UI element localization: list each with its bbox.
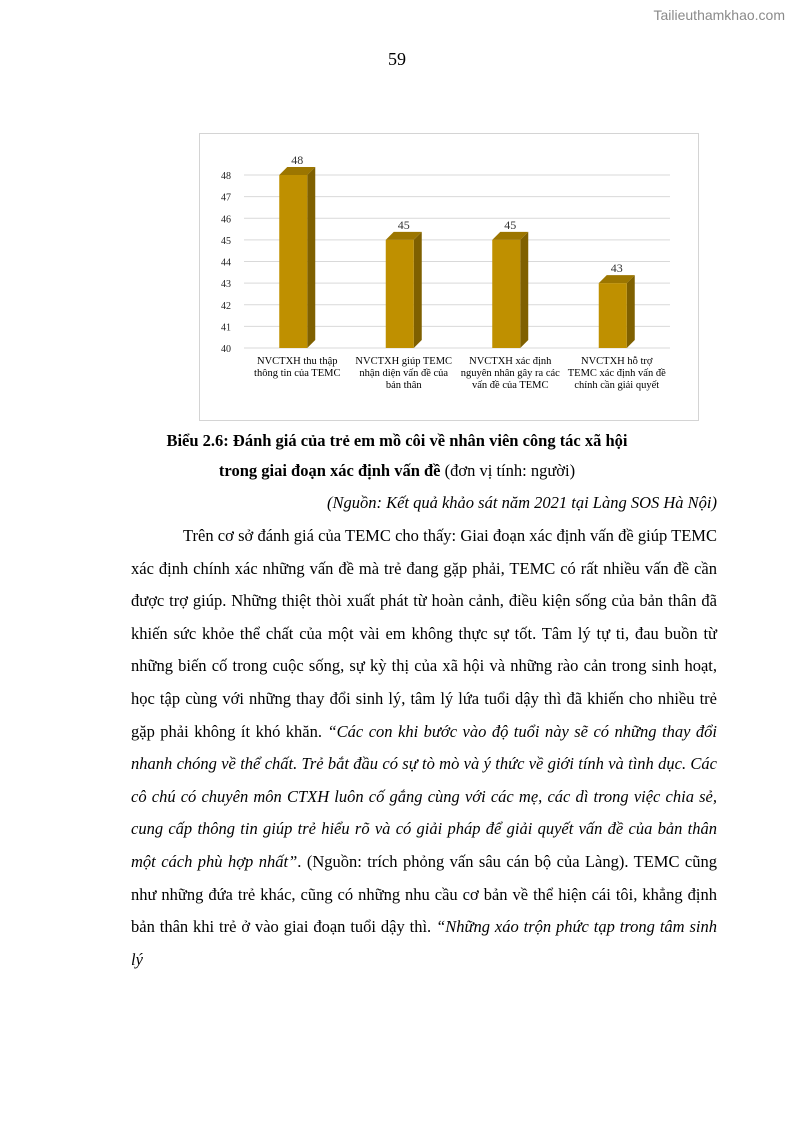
y-tick-label: 47	[221, 192, 231, 204]
bar-side	[307, 167, 315, 348]
source-note: (Nguồn: Kết quả khảo sát năm 2021 tại Làng SOS Hà Nội)	[326, 493, 717, 512]
paragraph-text-1: Trên cơ sở đánh giá của TEMC cho thấy: Giai đoạn xác định vấn đề giúp TEMC xác định chính xác những vấn đề mà trẻ đang gặp phải, TEMC có rất nhiều vấn đề cần được trợ giúp. Những thiệt thòi xuất phát từ hoàn cảnh, điều kiện sống của bản thân đã khiến sức khỏe thể chất của một vài em không thực sự tốt. Tâm lý tự ti, đau buồn từ những biến cố trong cuộc sống, sự kỳ thị của xã hội và những rào cản trong sinh hoạt, học tập cùng với những thay đổi sinh lý, tâm lý lứa tuổi dậy thì đã khiến cho nhiều trẻ gặp phải không ít khó khăn.	[131, 526, 717, 741]
bar	[386, 232, 422, 348]
y-tick-label: 42	[221, 300, 231, 312]
data-label: 45	[397, 217, 410, 232]
bar-front	[492, 240, 520, 348]
y-tick-label: 46	[221, 214, 231, 226]
caption-unit: (đơn vị tính: người)	[440, 461, 576, 480]
caption-title: Biểu 2.6: Đánh giá của trẻ em mồ côi về nhân viên công tác xã hội	[166, 431, 628, 450]
interview-quote-2: “Những xáo trộn phức tạp trong tâm sinh lý	[131, 917, 717, 969]
figure-caption-line-2	[0, 461, 794, 481]
data-label: 48	[291, 153, 304, 167]
interview-quote-1: “Các con khi bước vào độ tuổi này sẽ có những thay đổi nhanh chóng về thể chất. Trẻ bắt đầu có sự tò mò và ý thức về giới tính và tình dục. Các cô chú có chuyên môn CTXH luôn cố gắng cùng với các mẹ, các dì trong việc chia sẻ, cung cấp thông tin giúp trẻ hiểu rõ và có giải pháp để giải quyết vấn đề của bản thân một cách phù hợp nhất”	[131, 721, 717, 871]
y-tick-label: 43	[221, 279, 231, 291]
category-label-2: NVCTXH giúp TEMC nhận diện vấn đề của bản thân	[355, 356, 453, 391]
paragraph-text-2: . (Nguồn: trích phỏng vấn sâu cán bộ của Làng). TEMC cũng như những đứa trẻ khác, cũng có những nhu cầu cơ bản về thể hiện cái tôi, khẳng định bản thân khi trẻ ở vào giai đoạn tuổi dậy thì.	[131, 851, 717, 937]
caption-title-cont: trong giai đoạn xác định vấn đề	[218, 461, 441, 480]
category-label-3: NVCTXH xác định nguyên nhân gây ra các vấn đề của TEMC	[460, 356, 560, 391]
bar-front	[386, 240, 414, 348]
body-paragraph	[131, 520, 717, 976]
bar-front	[599, 283, 627, 348]
y-tick-label: 48	[221, 171, 231, 182]
page-number: 59	[388, 49, 406, 69]
bar-front	[279, 175, 307, 348]
y-tick-label: 41	[221, 322, 231, 334]
y-tick-label: 44	[221, 257, 231, 269]
y-tick-label: 45	[221, 235, 231, 247]
data-label: 43	[610, 261, 623, 276]
y-tick-label: 40	[221, 344, 231, 355]
bar-side	[627, 275, 635, 348]
category-label-1: NVCTXH thu thập thông tin của TEMC	[254, 356, 341, 379]
bar	[279, 167, 315, 348]
bar-chart	[199, 133, 699, 421]
bar-side	[520, 232, 528, 348]
data-label: 45	[504, 217, 517, 232]
watermark: Tailieuthamkhao.com	[653, 7, 785, 23]
category-label-4: NVCTXH hỗ trợ TEMC xác định vấn đề chính cần giải quyết	[567, 356, 666, 391]
figure-caption-line-1	[0, 431, 794, 451]
bar	[599, 275, 635, 348]
bar-side	[414, 232, 422, 348]
bar	[492, 232, 528, 348]
